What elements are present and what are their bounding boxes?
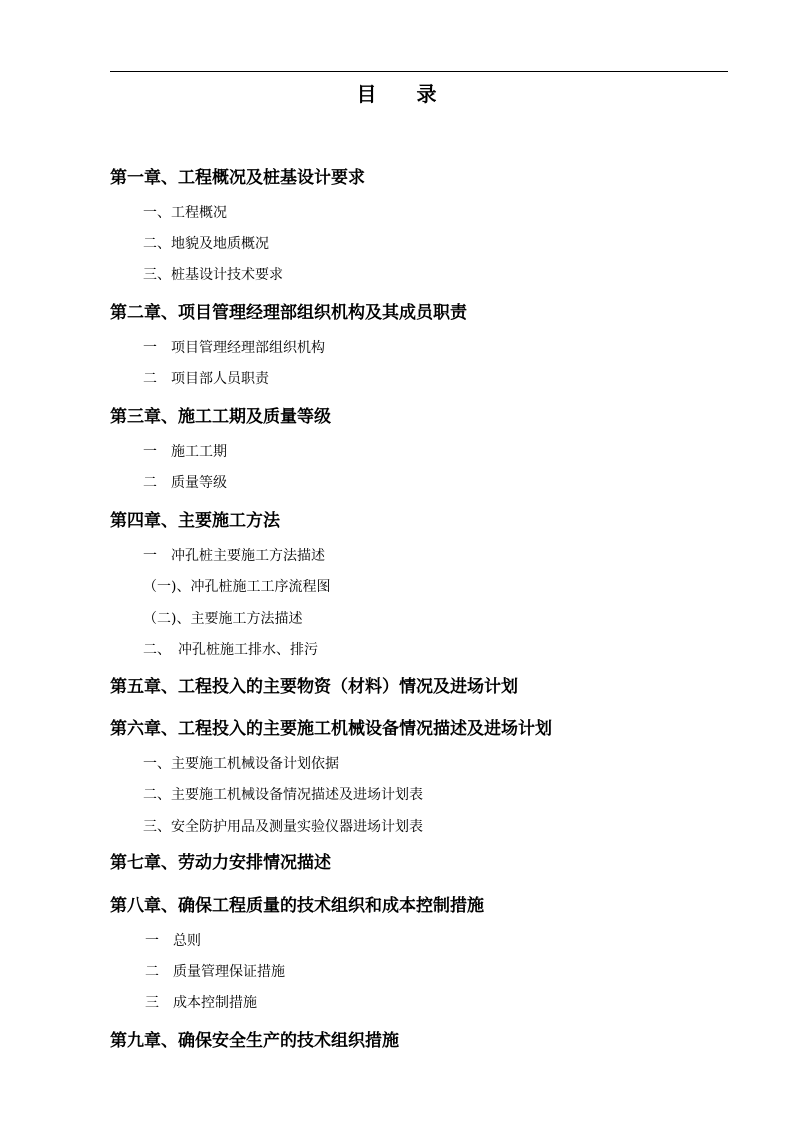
toc-chapter-7[interactable]: 第七章、劳动力安排情况描述 [110, 853, 331, 873]
toc-section-2-2[interactable]: 二 项目部人员职责 [143, 371, 269, 387]
toc-section-6-2[interactable]: 二、主要施工机械设备情况描述及进场计划表 [143, 787, 423, 803]
toc-section-1-2[interactable]: 二、地貌及地质概况 [143, 236, 269, 252]
toc-section-4-1[interactable]: 一 冲孔桩主要施工方法描述 [143, 548, 325, 564]
toc-chapter-8[interactable]: 第八章、确保工程质量的技术组织和成本控制措施 [110, 896, 484, 916]
toc-chapter-1[interactable]: 第一章、工程概况及桩基设计要求 [110, 168, 365, 188]
toc-section-4-1-1[interactable]: （一)、冲孔桩施工工序流程图 [143, 579, 331, 595]
toc-section-3-2[interactable]: 二 质量等级 [143, 475, 227, 491]
toc-section-4-2[interactable]: 二、 冲孔桩施工排水、排污 [143, 642, 318, 658]
toc-section-8-1[interactable]: 一 总则 [145, 933, 201, 949]
toc-chapter-6[interactable]: 第六章、工程投入的主要施工机械设备情况描述及进场计划 [110, 719, 552, 739]
toc-chapter-9[interactable]: 第九章、确保安全生产的技术组织措施 [110, 1031, 399, 1051]
toc-section-4-1-2[interactable]: （二)、主要施工方法描述 [143, 611, 303, 627]
toc-chapter-5[interactable]: 第五章、工程投入的主要物资（材料）情况及进场计划 [110, 677, 518, 697]
toc-section-8-2[interactable]: 二 质量管理保证措施 [145, 964, 285, 980]
toc-title: 目 录 [356, 82, 437, 106]
header-rule [110, 71, 728, 72]
toc-section-8-3[interactable]: 三 成本控制措施 [145, 995, 257, 1011]
toc-section-2-1[interactable]: 一 项目管理经理部组织机构 [143, 340, 325, 356]
toc-section-1-1[interactable]: 一、工程概况 [143, 205, 227, 221]
toc-chapter-2[interactable]: 第二章、项目管理经理部组织机构及其成员职责 [110, 303, 467, 323]
toc-chapter-3[interactable]: 第三章、施工工期及质量等级 [110, 407, 331, 427]
toc-chapter-4[interactable]: 第四章、主要施工方法 [110, 511, 280, 531]
toc-section-3-1[interactable]: 一 施工工期 [143, 444, 227, 460]
toc-section-6-1[interactable]: 一、主要施工机械设备计划依据 [143, 756, 339, 772]
toc-section-6-3[interactable]: 三、安全防护用品及测量实验仪器进场计划表 [143, 819, 423, 835]
toc-section-1-3[interactable]: 三、桩基设计技术要求 [143, 267, 283, 283]
